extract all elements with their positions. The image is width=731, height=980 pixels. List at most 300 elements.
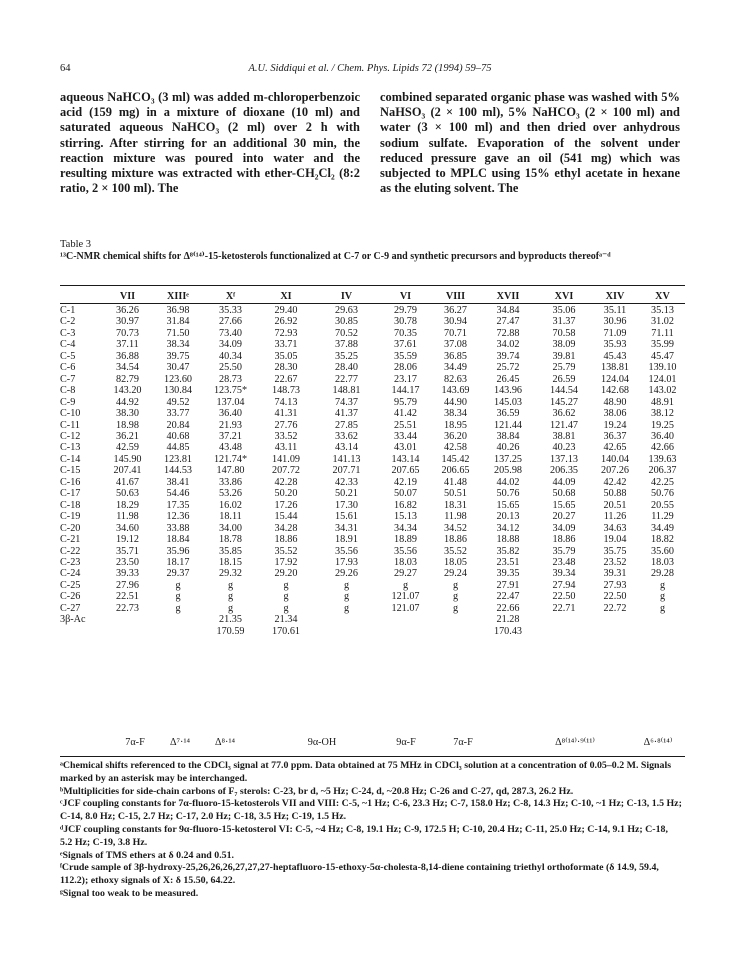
shift-cell: 20.27 — [552, 511, 576, 523]
shift-cell: 70.52 — [335, 327, 358, 339]
header-corner-cell — [60, 288, 103, 305]
shift-cell: 36.59 — [496, 408, 520, 420]
shift-cell — [433, 626, 478, 638]
shift-cell: 148.81 — [332, 385, 361, 397]
shift-cell — [315, 614, 378, 625]
table-row — [60, 557, 685, 568]
right-column-text: combined separated organic phase was washed with 5% NaHSO₃ (2 × 100 ml), 5% NaHCO₃ (2 × 100 ml) and water (3 × 100 ml) and then dried over anhydrous sodium sulfate. Evaporation of the solvent under reduced pressure gave an oil (541 mg) which was subjected to MPLC using 15% ethyl acetate in hexane as the eluting solvent. The — [380, 90, 680, 196]
table-row — [60, 362, 685, 373]
shift-cell: 145.42 — [441, 453, 470, 465]
shift-cell: 34.63 — [603, 522, 627, 534]
carbon-label: C-22 — [60, 545, 81, 557]
shift-cell: 49.52 — [166, 396, 190, 408]
shift-cell: 27.93 — [603, 579, 627, 591]
shift-cell: 39.81 — [552, 350, 576, 362]
shift-cell: 31.84 — [166, 316, 190, 328]
shift-cell: 29.27 — [394, 568, 417, 580]
shift-cell — [103, 626, 152, 638]
shift-cell: 18.86 — [274, 534, 298, 546]
shift-cell — [538, 626, 590, 638]
shift-cell: 36.40 — [651, 430, 674, 442]
shift-cell: 22.66 — [496, 602, 520, 614]
shift-cell: 34.28 — [274, 522, 298, 534]
shift-cell: 74.13 — [274, 396, 298, 408]
shift-cell: 22.51 — [116, 591, 139, 603]
shift-cell: g — [452, 579, 459, 591]
shift-cell: 38.12 — [651, 408, 674, 420]
shift-cell: 35.56 — [394, 545, 417, 557]
shift-cell: 42.25 — [651, 476, 674, 488]
table-row — [60, 442, 685, 453]
shift-cell: 17.26 — [274, 499, 298, 511]
shift-cell: 142.68 — [600, 385, 629, 397]
shift-cell: 26.92 — [274, 316, 298, 328]
shift-cell: 42.33 — [335, 476, 358, 488]
table-caption: ¹³C-NMR chemical shifts for Δ⁸⁽¹⁴⁾-15-ketosterols functionalized at C-7 or C-9 and synthetic precursors and byproducts thereofᵃ⁻ᵈ — [60, 251, 611, 262]
shift-cell: 36.85 — [444, 350, 467, 362]
shift-cell: 144.54 — [549, 385, 578, 397]
column-header: VII — [119, 291, 136, 302]
shift-cell: g — [227, 602, 234, 614]
table-row — [60, 546, 685, 557]
shift-cell: 28.06 — [394, 362, 417, 374]
shift-cell: 71.11 — [651, 327, 674, 339]
shift-cell: 33.71 — [274, 339, 298, 351]
shift-cell: 12.36 — [166, 511, 190, 523]
shift-cell: 18.88 — [496, 534, 520, 546]
shift-cell: 18.29 — [116, 499, 139, 511]
shift-cell: 34.54 — [116, 362, 139, 374]
shift-cell: g — [343, 602, 350, 614]
shift-cell: 35.96 — [166, 545, 190, 557]
compound-descriptor-row — [60, 736, 685, 750]
carbon-label: C-13 — [60, 442, 81, 454]
shift-cell: 43.48 — [219, 442, 242, 454]
shift-cell: 11.98 — [116, 511, 139, 523]
shift-cell: 18.91 — [335, 534, 358, 546]
shift-cell: 34.49 — [651, 522, 674, 534]
table-row — [60, 626, 685, 638]
table-row — [60, 477, 685, 488]
shift-cell: 23.52 — [603, 556, 627, 568]
running-head — [60, 62, 680, 76]
table-row — [60, 500, 685, 511]
shift-cell: 33.86 — [219, 476, 242, 488]
table-row — [60, 534, 685, 545]
shift-cell: 50.63 — [116, 488, 139, 500]
shift-cell: 29.79 — [394, 305, 417, 316]
shift-cell: 33.88 — [166, 522, 190, 534]
shift-cell: 20.55 — [651, 499, 674, 511]
shift-cell: 33.62 — [335, 430, 358, 442]
shift-cell — [433, 614, 478, 625]
shift-cell: 29.24 — [444, 568, 467, 580]
shift-cell: 34.84 — [496, 305, 520, 316]
shift-cell: 40.34 — [219, 350, 242, 362]
shift-cell: 17.93 — [335, 556, 358, 568]
carbon-label: C-14 — [60, 453, 81, 465]
carbon-label: C-17 — [60, 488, 81, 500]
shift-cell: 74.37 — [335, 396, 358, 408]
footnote: ᶠCrude sample of 3β-hydroxy-25,26,26,26,27,27,27-heptafluoro-15-ethoxy-5α-cholesta-8,14-diene containing triethyl orthoformate (δ 14.9, 59.4, 112.2); ethoxy signals of X: δ 15.50, 64.22. — [60, 862, 659, 887]
table-row — [60, 454, 685, 465]
shift-cell: 70.58 — [552, 327, 576, 339]
shift-cell: 16.02 — [219, 499, 242, 511]
shift-cell: 37.61 — [394, 339, 417, 351]
shift-cell: 121.47 — [549, 419, 578, 431]
shift-cell: g — [175, 602, 181, 614]
shift-cell: 121.74* — [213, 453, 248, 465]
shift-cell: 19.04 — [603, 534, 627, 546]
shift-cell: 35.93 — [603, 339, 627, 351]
journal-citation: A.U. Siddiqui et al. / Chem. Phys. Lipids 72 (1994) 59–75 — [248, 63, 492, 74]
shift-cell: 25.51 — [394, 419, 417, 431]
shift-cell: 71.50 — [166, 327, 190, 339]
shift-cell: 29.63 — [335, 305, 358, 316]
shift-cell: 42.19 — [394, 476, 417, 488]
shift-cell: 139.63 — [648, 453, 677, 465]
shift-cell: 34.09 — [552, 522, 576, 534]
shift-cell: 44.85 — [166, 442, 190, 454]
shift-cell: 18.86 — [444, 534, 467, 546]
shift-cell — [378, 614, 433, 625]
shift-cell: 70.73 — [116, 327, 139, 339]
shift-cell: 42.42 — [603, 476, 627, 488]
shift-cell: 123.75* — [213, 385, 248, 397]
shift-cell: 44.09 — [552, 476, 576, 488]
shift-cell: 45.43 — [603, 350, 627, 362]
shift-cell: 34.60 — [116, 522, 139, 534]
shift-cell: 37.08 — [444, 339, 467, 351]
shift-cell: 38.30 — [116, 408, 139, 420]
table-row — [60, 465, 685, 476]
compound-descriptor: 7α-F — [125, 737, 145, 748]
shift-cell: 42.28 — [274, 476, 298, 488]
shift-cell: 18.03 — [651, 556, 674, 568]
shift-cell: 147.80 — [216, 465, 245, 477]
shift-cell: 40.26 — [496, 442, 520, 454]
shift-cell: 50.68 — [552, 488, 576, 500]
shift-cell: 43.01 — [394, 442, 417, 454]
shift-cell: 48.91 — [651, 396, 674, 408]
shift-cell: 15.65 — [552, 499, 576, 511]
shift-cell: 23.50 — [116, 556, 139, 568]
carbon-label: C-3 — [60, 327, 76, 339]
shift-cell: 35.75 — [603, 545, 627, 557]
compound-descriptor: Δ⁸·¹⁴ — [214, 737, 236, 748]
shift-cell: 17.30 — [335, 499, 358, 511]
shift-cell: 18.11 — [219, 511, 242, 523]
shift-cell: 18.78 — [219, 534, 242, 546]
shift-cell: 20.84 — [166, 419, 190, 431]
shift-cell: 34.52 — [444, 522, 467, 534]
shift-cell: 18.17 — [166, 556, 190, 568]
shift-cell — [152, 626, 204, 638]
table-row — [60, 351, 685, 362]
shift-cell: 41.48 — [444, 476, 467, 488]
shift-cell: 36.62 — [552, 408, 576, 420]
table-row — [60, 328, 685, 339]
shift-cell: 18.82 — [651, 534, 674, 546]
column-header: XI — [280, 291, 292, 302]
shift-cell: 31.37 — [552, 316, 576, 328]
shift-cell: 35.06 — [552, 305, 576, 316]
carbon-label: C-18 — [60, 499, 81, 511]
shift-cell: 50.76 — [496, 488, 520, 500]
table-row — [60, 397, 685, 408]
shift-cell: 138.81 — [600, 362, 629, 374]
shift-cell: 38.34 — [166, 339, 190, 351]
shift-cell: 38.06 — [603, 408, 627, 420]
shift-cell: 37.11 — [116, 339, 139, 351]
shift-cell: 18.03 — [394, 556, 417, 568]
shift-cell: 124.01 — [648, 373, 677, 385]
shift-cell: 30.96 — [603, 316, 627, 328]
shift-cell: 145.03 — [493, 396, 522, 408]
left-column-text: aqueous NaHCO₃ (3 ml) was added m-chloroperbenzoic acid (159 mg) in a mixture of dioxane (10 ml) and saturated aqueous NaHCO₃ (2 ml) over 2 h with stirring. After stirring for an additional 30 min, the reaction mixture was poured into water and the resulting mixture was extracted with ether-CH₂Cl₂ (8:2 ratio, 2 × 100 ml). The — [60, 90, 360, 196]
shift-cell: 29.40 — [274, 305, 298, 316]
shift-cell: 23.17 — [394, 373, 417, 385]
shift-cell: 50.20 — [274, 488, 298, 500]
shift-cell: 11.98 — [444, 511, 467, 523]
shift-cell: g — [283, 591, 289, 603]
shift-cell: g — [343, 579, 350, 591]
shift-cell: 124.04 — [600, 373, 629, 385]
shift-cell: 40.68 — [166, 430, 190, 442]
shift-cell: 29.37 — [166, 568, 190, 580]
table-row — [60, 431, 685, 442]
compound-descriptor: Δ⁷·¹⁴ — [169, 737, 191, 748]
shift-cell: 39.75 — [166, 350, 190, 362]
shift-cell: 36.40 — [219, 408, 242, 420]
shift-cell: 19.24 — [603, 419, 627, 431]
shift-cell: 148.73 — [271, 385, 300, 397]
shift-cell: g — [283, 579, 289, 591]
shift-cell: 18.95 — [444, 419, 467, 431]
compound-descriptor: Δ⁸⁽¹⁴⁾·⁹⁽¹¹⁾ — [555, 737, 595, 748]
table-footnotes — [60, 760, 682, 901]
shift-cell: 30.47 — [166, 362, 190, 374]
shift-cell: 18.31 — [444, 499, 467, 511]
shift-cell: 170.43 — [493, 625, 522, 637]
shift-cell: 121.07 — [391, 602, 420, 614]
shift-cell: 82.63 — [444, 373, 467, 385]
shift-cell: 207.71 — [332, 465, 361, 477]
carbon-label — [60, 626, 103, 638]
shift-cell: 137.25 — [493, 453, 522, 465]
table-row — [60, 614, 685, 625]
shift-cell: 39.35 — [496, 568, 520, 580]
carbon-label: C-24 — [60, 568, 81, 580]
shift-cell: 17.35 — [166, 499, 190, 511]
table-label: Table 3 — [60, 239, 92, 250]
footnote: ᵈJCF coupling constants for 9α-fluoro-15-ketosterol VI: C-5, ~4 Hz; C-8, 19.1 Hz; C-9, 172.5 H; C-10, 20.4 Hz; C-11, 25.0 Hz; C-14, 9.1 Hz; C-18, 5.2 Hz; C-19, 3.8 Hz. — [60, 823, 668, 848]
shift-cell — [590, 626, 640, 638]
shift-cell: 19.25 — [651, 419, 674, 431]
table-row — [60, 580, 685, 591]
shift-cell — [103, 614, 152, 625]
shift-cell: 45.47 — [651, 350, 674, 362]
column-header: XVI — [554, 291, 574, 302]
shift-cell: 27.66 — [219, 316, 242, 328]
table-row — [60, 488, 685, 499]
shift-cell: 205.98 — [493, 465, 522, 477]
shift-cell: 18.98 — [116, 419, 139, 431]
shift-cell: 72.93 — [274, 327, 298, 339]
shift-cell: 36.20 — [444, 430, 467, 442]
shift-cell: g — [283, 602, 289, 614]
shift-cell: 22.77 — [335, 373, 358, 385]
shift-cell: 170.59 — [216, 625, 245, 637]
shift-cell: g — [452, 591, 459, 603]
shift-cell: 206.35 — [549, 465, 578, 477]
shift-cell: 38.84 — [496, 430, 520, 442]
shift-cell: 42.58 — [444, 442, 467, 454]
shift-cell: 42.59 — [116, 442, 139, 454]
shift-cell: 38.41 — [166, 476, 190, 488]
shift-cell: 35.11 — [603, 305, 627, 316]
shift-cell: 33.77 — [166, 408, 190, 420]
shift-cell: 70.35 — [394, 327, 417, 339]
carbon-label: C-9 — [60, 396, 76, 408]
shift-cell: 21.93 — [219, 419, 242, 431]
column-header: XV — [655, 291, 670, 302]
table-row — [60, 568, 685, 579]
carbon-label: C-21 — [60, 534, 81, 546]
shift-cell: 44.02 — [496, 476, 520, 488]
shift-cell — [315, 626, 378, 638]
shift-cell: 28.73 — [219, 373, 242, 385]
shift-cell: 35.60 — [651, 545, 674, 557]
shift-cell — [640, 614, 685, 625]
shift-cell: 206.65 — [441, 465, 470, 477]
shift-cell: 123.81 — [163, 453, 192, 465]
shift-cell: 39.34 — [552, 568, 576, 580]
shift-cell: 11.26 — [603, 511, 627, 523]
shift-cell: 35.56 — [335, 545, 358, 557]
shift-cell: 22.72 — [603, 602, 627, 614]
shift-cell: 23.51 — [496, 556, 520, 568]
shift-cell: 140.04 — [600, 453, 629, 465]
shift-cell: 36.27 — [444, 305, 467, 316]
shift-cell: 35.25 — [335, 350, 358, 362]
shift-cell: 39.33 — [116, 568, 139, 580]
shift-cell: 27.96 — [116, 579, 139, 591]
shift-cell: 17.92 — [274, 556, 298, 568]
compound-descriptor: 9α-OH — [307, 737, 337, 748]
shift-cell: 123.60 — [163, 373, 192, 385]
compound-descriptor: Δ⁶·⁸⁽¹⁴⁾ — [643, 737, 673, 748]
shift-cell: g — [659, 591, 666, 603]
shift-cell: 39.31 — [603, 568, 627, 580]
shift-cell: 29.26 — [335, 568, 358, 580]
column-header: IV — [340, 291, 353, 302]
shift-cell: g — [343, 591, 350, 603]
shift-cell — [590, 614, 640, 625]
shift-cell: 35.82 — [496, 545, 520, 557]
shift-cell: 25.72 — [496, 362, 520, 374]
compound-descriptor: 9α-F — [396, 737, 416, 748]
shift-cell: 22.47 — [496, 591, 520, 603]
shift-cell: 207.65 — [391, 465, 420, 477]
shift-cell: 28.40 — [335, 362, 358, 374]
table-row — [60, 420, 685, 431]
carbon-label: 3β-Ac — [60, 614, 86, 626]
shift-cell: 15.13 — [394, 511, 417, 523]
carbon-label: C-23 — [60, 556, 81, 568]
shift-cell: 34.00 — [219, 522, 242, 534]
shift-cell: 27.85 — [335, 419, 358, 431]
shift-cell: 27.76 — [274, 419, 298, 431]
compound-descriptor: 7α-F — [453, 737, 473, 748]
shift-cell: 145.27 — [549, 396, 578, 408]
shift-cell: 82.79 — [116, 373, 139, 385]
shift-cell: g — [175, 579, 181, 591]
shift-cell: 207.41 — [113, 465, 142, 477]
shift-cell: 34.09 — [219, 339, 242, 351]
carbon-label: C-4 — [60, 339, 76, 351]
shift-cell: 36.26 — [116, 305, 139, 316]
shift-cell: 35.71 — [116, 545, 139, 557]
shift-cell: 18.86 — [552, 534, 576, 546]
shift-cell: 26.45 — [496, 373, 520, 385]
shift-cell: 16.82 — [394, 499, 417, 511]
shift-cell: 144.17 — [391, 385, 420, 397]
carbon-label: C-1 — [60, 305, 76, 316]
shift-cell: 22.50 — [603, 591, 627, 603]
shift-cell: g — [659, 602, 666, 614]
shift-cell: 44.92 — [116, 396, 139, 408]
shift-cell: 18.05 — [444, 556, 467, 568]
table-row — [60, 603, 685, 614]
shift-cell: 35.33 — [219, 305, 242, 316]
shift-cell: 41.67 — [116, 476, 139, 488]
shift-cell: 70.71 — [444, 327, 467, 339]
shift-cell: 34.31 — [335, 522, 358, 534]
shift-cell: 143.96 — [493, 385, 522, 397]
carbon-label: C-27 — [60, 602, 81, 614]
shift-cell: 38.34 — [444, 408, 467, 420]
column-header: XIV — [605, 291, 625, 302]
shift-cell: g — [452, 602, 459, 614]
shift-cell: 50.88 — [603, 488, 627, 500]
shift-cell: g — [175, 591, 181, 603]
shift-cell: 54.46 — [166, 488, 190, 500]
shift-cell: 18.15 — [219, 556, 242, 568]
column-header: Xᶠ — [225, 291, 236, 302]
shift-cell: 36.21 — [116, 430, 139, 442]
shift-cell: 27.94 — [552, 579, 576, 591]
shift-cell: 35.59 — [394, 350, 417, 362]
shift-cell: 15.44 — [274, 511, 298, 523]
shift-cell: g — [227, 591, 234, 603]
shift-cell: 35.85 — [219, 545, 242, 557]
shift-cell: 35.52 — [444, 545, 467, 557]
shift-cell: 35.05 — [274, 350, 298, 362]
carbon-label: C-25 — [60, 579, 81, 591]
shift-cell: 71.09 — [603, 327, 627, 339]
column-header: XVII — [496, 291, 520, 302]
carbon-label: C-26 — [60, 591, 81, 603]
shift-cell: 15.65 — [496, 499, 520, 511]
shift-cell: 50.76 — [651, 488, 674, 500]
shift-cell: 50.51 — [444, 488, 467, 500]
shift-cell: 22.73 — [116, 602, 139, 614]
shift-cell: 23.48 — [552, 556, 576, 568]
shift-cell: 18.89 — [394, 534, 417, 546]
shift-cell: 35.13 — [651, 305, 674, 316]
nmr-table — [60, 288, 685, 638]
